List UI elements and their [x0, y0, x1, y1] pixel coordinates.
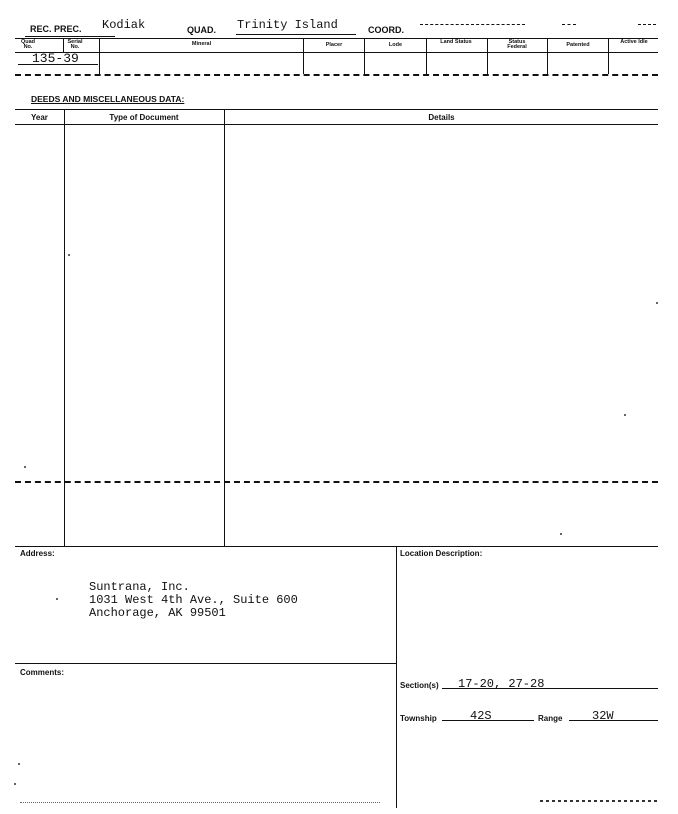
coord-label: COORD.: [368, 25, 404, 35]
rec-prec-underline: [25, 36, 115, 37]
col-divider: [608, 38, 609, 74]
col-serial-no: Serial No.: [67, 39, 83, 50]
address-label: Address:: [20, 549, 55, 558]
col-mineral: Mineral: [191, 41, 212, 47]
address-line-1: Suntrana, Inc.: [89, 580, 190, 594]
comments-top-line: [15, 663, 396, 664]
col-quad-no: Quad No.: [20, 39, 36, 50]
col-placer: Placer: [325, 42, 343, 48]
scan-noise-bottom: [20, 802, 380, 803]
range-value: 32W: [592, 709, 614, 723]
scan-speck: [14, 783, 16, 785]
coord-dash: [420, 24, 525, 25]
col-divider: [426, 38, 427, 74]
scan-noise-bottom-right: [540, 800, 660, 802]
address-line-2: 1031 West 4th Ave., Suite 600: [89, 593, 298, 607]
range-label: Range: [538, 714, 563, 723]
scan-speck: [24, 466, 26, 468]
table-header-line: [15, 52, 658, 53]
range-underline: [569, 720, 658, 721]
record-underline: [18, 64, 98, 65]
scan-speck: [18, 763, 20, 765]
deeds-section-title: DEEDS AND MISCELLANEOUS DATA:: [31, 94, 185, 104]
col-status-federal: Status Federal: [507, 39, 527, 50]
address-line-3: Anchorage, AK 99501: [89, 606, 226, 620]
col-land-status: Land Status: [440, 39, 472, 45]
scan-speck: [624, 414, 626, 416]
rec-prec-value: Kodiak: [102, 18, 146, 32]
deeds-details-header: Details: [428, 113, 455, 122]
scan-speck: [68, 254, 70, 256]
coord-dash-2: [562, 24, 576, 25]
col-patented: Patented: [566, 42, 590, 48]
township-label: Township: [400, 714, 437, 723]
address-location-divider: [396, 546, 397, 808]
quad-serial-value: 135-39: [32, 51, 79, 66]
location-label: Location Description:: [400, 549, 483, 558]
col-lode: Lode: [388, 42, 403, 48]
deeds-header-line: [15, 124, 658, 125]
scan-speck: [656, 302, 658, 304]
comments-label: Comments:: [20, 668, 65, 677]
table-bottom-dash: [15, 74, 658, 76]
col-active-idle: Active Idle: [620, 39, 648, 45]
deeds-dash-separator: [15, 481, 658, 483]
scan-speck: [56, 598, 58, 600]
quad-value: Trinity Island: [237, 18, 338, 32]
coord-dash-3: [638, 24, 656, 25]
rec-prec-label: REC. PREC.: [30, 24, 82, 34]
col-divider: [487, 38, 488, 74]
deeds-top-line: [15, 109, 658, 110]
deeds-type-header: Type of Document: [109, 113, 179, 122]
deeds-bottom-line: [15, 546, 658, 547]
township-underline: [442, 720, 534, 721]
quad-label: QUAD.: [187, 25, 216, 35]
sections-label: Section(s): [400, 681, 439, 690]
township-value: 42S: [470, 709, 492, 723]
table-top-line: [15, 38, 658, 39]
quad-underline: [236, 34, 356, 35]
deeds-year-header: Year: [31, 113, 48, 122]
sections-value: 17-20, 27-28: [458, 677, 545, 691]
sections-underline: [442, 688, 658, 689]
scan-speck: [560, 533, 562, 535]
